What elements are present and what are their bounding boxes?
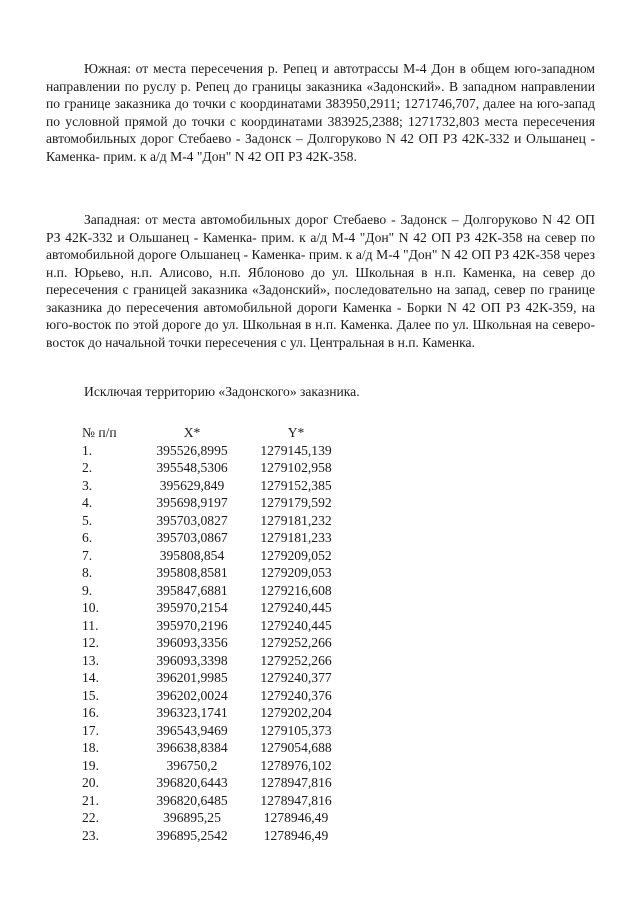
cell-number: 5. xyxy=(82,512,93,528)
cell-x: 396638,8384 xyxy=(156,740,228,755)
table-row xyxy=(82,809,346,827)
cell-x: 396323,1741 xyxy=(156,705,228,720)
cell-y: 1279240,445 xyxy=(260,600,332,615)
cell-y: 1279216,608 xyxy=(260,582,332,598)
table-row xyxy=(82,757,346,775)
cell-number: 19. xyxy=(82,757,99,773)
cell-y: 1279209,053 xyxy=(260,565,332,580)
table-row xyxy=(82,494,346,512)
cell-x: 396895,25 xyxy=(163,810,221,825)
paragraph-south-boundary: Южная: от места пересечения р. Репец и автотрассы М-4 Дон в общем юго-западном направлении по руслу р. Репец до границы заказника «Задонский». В западном направлении по границе заказника до точки с координатами 383950,2911; 1271746,707, далее на юго-запад по условной прямой до точки с координатами 383925,2388; 1271732,803 места пересечения автомобильных дорог Стебаево - Задонск – Долгоруково N 42 ОП РЗ 42К-332 и Ольшанец - Каменка- прим. к а/д М-4 "Дон" N 42 ОП РЗ 42К-358. xyxy=(46,61,595,164)
table-row xyxy=(82,652,346,670)
header-x: X* xyxy=(183,425,201,440)
cell-x: 395703,0827 xyxy=(156,512,228,528)
cell-y: 1279102,958 xyxy=(260,460,332,475)
cell-y: 1278947,816 xyxy=(260,792,332,808)
cell-x: 395629,849 xyxy=(159,477,225,493)
table-row xyxy=(82,704,346,722)
table-row xyxy=(82,442,346,460)
table-row xyxy=(82,582,346,600)
cell-y: 1279240,377 xyxy=(260,670,332,685)
cell-number: 2. xyxy=(82,460,93,475)
cell-number: 7. xyxy=(82,547,93,563)
cell-y: 1278947,816 xyxy=(260,775,332,790)
table-row xyxy=(82,547,346,565)
cell-x: 395526,8995 xyxy=(156,442,228,458)
cell-y: 1278946,49 xyxy=(263,827,329,843)
cell-number: 4. xyxy=(82,495,93,510)
cell-x: 396202,0024 xyxy=(156,687,228,703)
cell-y: 1279145,139 xyxy=(260,442,332,458)
table-row xyxy=(82,792,346,810)
table-row xyxy=(82,529,346,547)
table-row xyxy=(82,669,346,687)
cell-x: 396093,3398 xyxy=(156,652,228,668)
cell-x: 395808,8581 xyxy=(156,565,228,580)
cell-number: 20. xyxy=(82,775,99,790)
cell-y: 1278946,49 xyxy=(263,810,329,825)
cell-y: 1279105,373 xyxy=(260,722,332,738)
cell-x: 395808,854 xyxy=(159,547,225,563)
coordinates-table xyxy=(82,424,346,844)
table-row xyxy=(82,512,346,530)
table-header-row xyxy=(82,424,346,442)
cell-y: 1279252,266 xyxy=(260,652,332,668)
cell-y: 1278976,102 xyxy=(260,757,332,773)
cell-x: 396543,9469 xyxy=(156,722,228,738)
cell-x: 396820,6443 xyxy=(156,775,228,790)
cell-y: 1279179,592 xyxy=(260,495,332,510)
table-row xyxy=(82,687,346,705)
paragraph-west-boundary: Западная: от места автомобильных дорог Стебаево - Задонск – Долгоруково N 42 ОП РЗ 42К-332 и Ольшанец - Каменка- прим. к а/д М-4 "Дон" N 42 ОП РЗ 42К-358 на север по автомобильной дороге Ольшанец - Каменка- прим. к а/д М-4 "Дон" N 42 ОП РЗ 42К-358 через н.п. Юрьево, н.п. Алисово, н.п. Яблоново до ул. Школьная в н.п. Каменка, на север до пересечения с границей заказника «Задонский», последовательно на запад, север по границе заказника до пересечения автомобильной дороги Каменка - Борки N 42 ОП РЗ 42К-359, на юго-восток по этой дороге до ул. Школьная в н.п. Каменка. Далее по ул. Школьная на северо-восток до начальной точки пересечения с ул. Центральная в н.п. Каменка. xyxy=(46,212,595,350)
cell-number: 14. xyxy=(82,670,99,685)
table-row xyxy=(82,617,346,635)
cell-y: 1279252,266 xyxy=(260,635,332,650)
table-row xyxy=(82,827,346,845)
cell-x: 395970,2196 xyxy=(156,617,228,633)
table-row xyxy=(82,722,346,740)
table-row xyxy=(82,774,346,792)
cell-y: 1279054,688 xyxy=(260,740,332,755)
table-row xyxy=(82,459,346,477)
cell-y: 1279240,445 xyxy=(260,617,332,633)
cell-number: 13. xyxy=(82,652,99,668)
header-number: № п/п xyxy=(82,425,117,440)
cell-number: 6. xyxy=(82,530,93,545)
cell-x: 396093,3356 xyxy=(156,635,228,650)
table-row xyxy=(82,564,346,582)
cell-number: 23. xyxy=(82,827,99,843)
cell-y: 1279240,376 xyxy=(260,687,332,703)
cell-number: 8. xyxy=(82,565,93,580)
table-row xyxy=(82,739,346,757)
cell-y: 1279181,232 xyxy=(260,512,332,528)
table-row xyxy=(82,599,346,617)
cell-x: 395970,2154 xyxy=(156,600,228,615)
cell-number: 17. xyxy=(82,722,99,738)
table-row xyxy=(82,477,346,495)
table-row xyxy=(82,634,346,652)
paragraph-exclusion: Исключая территорию «Задонского» заказника. xyxy=(84,384,360,399)
cell-number: 12. xyxy=(82,635,99,650)
cell-y: 1279152,385 xyxy=(260,477,332,493)
cell-number: 10. xyxy=(82,600,99,615)
cell-number: 16. xyxy=(82,705,99,720)
cell-number: 15. xyxy=(82,687,99,703)
cell-number: 3. xyxy=(82,477,93,493)
cell-y: 1279181,233 xyxy=(260,530,332,545)
cell-x: 396895,2542 xyxy=(156,827,228,843)
cell-x: 395548,5306 xyxy=(156,460,228,475)
table-body xyxy=(82,442,346,845)
cell-x: 395703,0867 xyxy=(156,530,228,545)
cell-y: 1279209,052 xyxy=(260,547,332,563)
cell-number: 21. xyxy=(82,792,99,808)
cell-number: 11. xyxy=(82,617,99,633)
cell-number: 18. xyxy=(82,740,99,755)
cell-x: 396820,6485 xyxy=(156,792,228,808)
cell-x: 395698,9197 xyxy=(156,495,228,510)
cell-x: 395847,6881 xyxy=(156,582,228,598)
cell-y: 1279202,204 xyxy=(260,705,332,720)
cell-x: 396201,9985 xyxy=(156,670,228,685)
cell-number: 22. xyxy=(82,810,99,825)
header-y: Y* xyxy=(287,425,305,440)
cell-x: 396750,2 xyxy=(166,757,218,773)
cell-number: 9. xyxy=(82,582,93,598)
cell-number: 1. xyxy=(82,442,93,458)
